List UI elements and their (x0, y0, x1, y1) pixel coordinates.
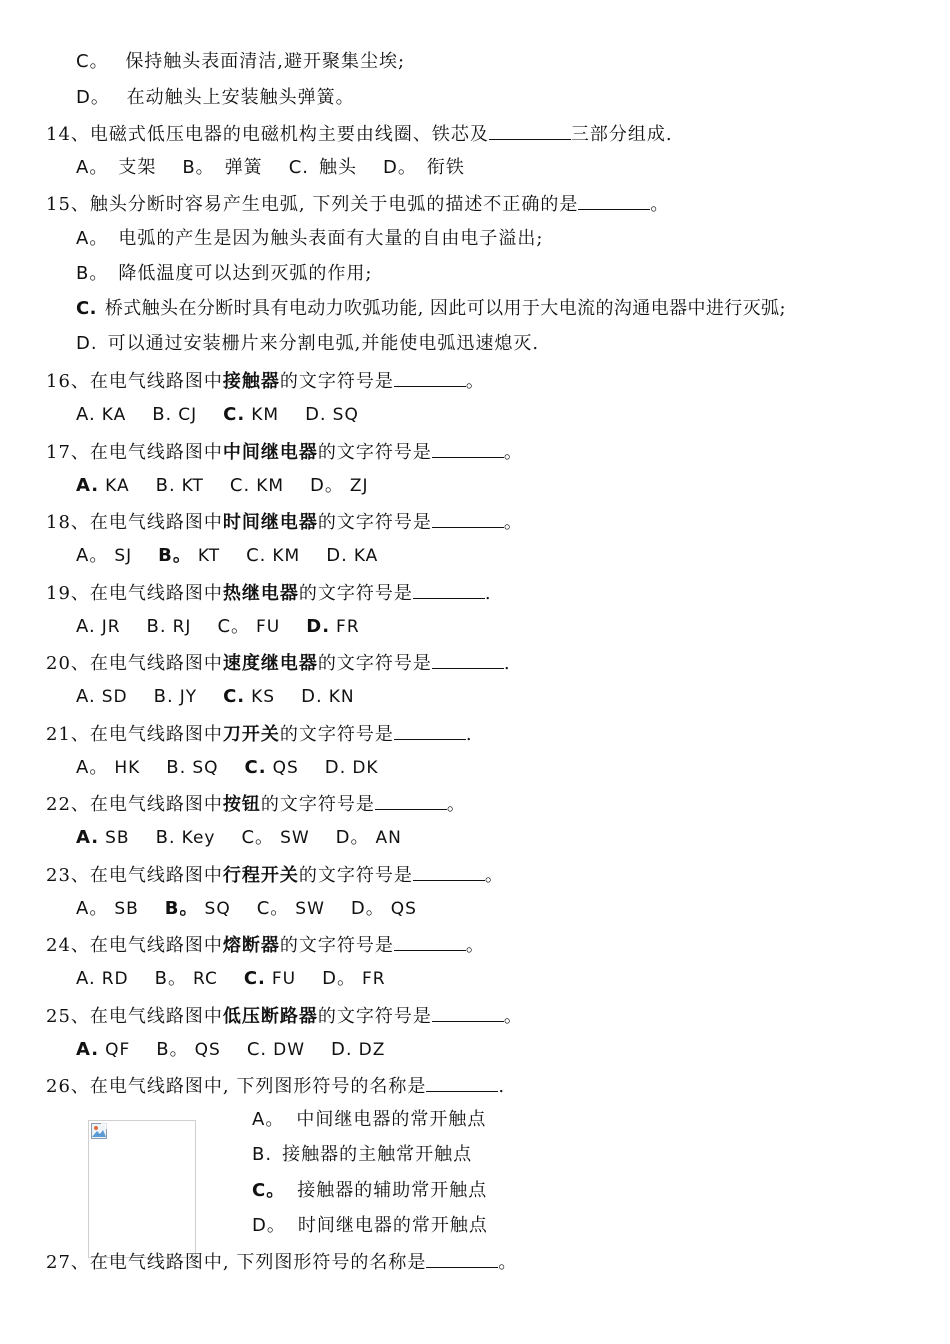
answer-blank (426, 1245, 498, 1268)
option-key: B. (155, 474, 176, 496)
option-key: D. (326, 545, 348, 566)
option-value: FU (256, 616, 281, 637)
option-value: FU (271, 969, 297, 989)
option-value: ZJ (349, 475, 369, 496)
option-key: C. (246, 545, 267, 566)
question-text: 16、在电气线路图中 (46, 371, 223, 392)
option-value: SB (114, 898, 139, 919)
question-15-option-b: B。 降低温度可以达到灭弧的作用; (76, 263, 373, 284)
keyword: 中间继电器 (222, 441, 318, 463)
question-26-option-a: A。 中间继电器的常开触点 (252, 1109, 487, 1130)
option-key: B. (155, 827, 176, 848)
question-text: 的文字符号是 (279, 723, 394, 745)
broken-image-icon (91, 1123, 107, 1139)
keyword: 熔断器 (222, 935, 280, 956)
answer-blank (432, 505, 504, 528)
question-text: 21、在电气线路图中 (46, 723, 223, 745)
question-text: 25、在电气线路图中 (46, 1005, 223, 1027)
option-value: RD (101, 969, 129, 989)
option-key: D. (324, 756, 347, 778)
question-end: . (484, 582, 492, 604)
answer-blank (394, 364, 466, 387)
question-end: . (503, 653, 511, 674)
question-25 (46, 999, 523, 1031)
option-key: D. (305, 404, 327, 425)
option-c (257, 893, 325, 925)
option-b (182, 152, 262, 184)
option-c (241, 822, 309, 854)
option-d (326, 540, 378, 572)
option-d (306, 611, 359, 643)
question-text: 的文字符号是 (317, 1005, 432, 1027)
option-value: SB (105, 828, 130, 848)
question-end: 。 (446, 794, 466, 815)
question-25-options (76, 1034, 411, 1066)
question-text: 18、在电气线路图中 (46, 512, 223, 533)
option-value: SW (280, 828, 310, 848)
option-key: A。 (76, 897, 109, 919)
option-c (289, 152, 357, 184)
keyword: 接触器 (222, 371, 280, 392)
option-key: D。 (310, 474, 344, 496)
option-key: C. (244, 756, 267, 778)
answer-blank (578, 187, 650, 210)
option-value: SQ (332, 405, 359, 425)
keyword: 时间继电器 (222, 512, 318, 533)
option-a (76, 893, 139, 925)
option-value: RC (192, 969, 218, 989)
option-key: A。 (76, 756, 109, 778)
option-key: C. (288, 157, 309, 178)
option-key: B. (166, 756, 187, 778)
option-value: JR (101, 616, 121, 637)
option-b (154, 681, 197, 713)
option-key: B。 (182, 157, 215, 178)
option-value: QS (194, 1039, 221, 1060)
option-d (331, 1034, 385, 1066)
question-20-options (76, 681, 381, 713)
option-value: 支架 (118, 157, 157, 178)
option-value: FR (336, 616, 360, 637)
option-value: KM (272, 546, 301, 566)
option-a (76, 470, 130, 502)
question-end: 。 (484, 864, 504, 886)
question-14-options (76, 152, 491, 184)
option-value: KM (256, 475, 285, 496)
option-key: A。 (76, 157, 109, 178)
option-b (166, 752, 218, 784)
question-end: 。 (503, 512, 523, 533)
option-value: DK (352, 757, 379, 778)
option-value: SD (101, 687, 128, 707)
question-text: 的文字符号是 (298, 582, 413, 604)
keyword: 低压断路器 (222, 1005, 318, 1027)
question-23-options (76, 893, 443, 925)
question-text: 22、在电气线路图中 (46, 794, 223, 815)
option-a (76, 752, 140, 784)
option-value: JY (179, 687, 198, 707)
question-text: 23、在电气线路图中 (46, 864, 223, 886)
option-value: AN (375, 828, 402, 848)
option-key: D。 (382, 157, 417, 178)
option-value: KT (197, 546, 221, 566)
option-key: C。 (217, 615, 251, 637)
option-d (322, 963, 385, 995)
question-18-options (76, 540, 404, 572)
option-key: A. (76, 827, 100, 848)
answer-blank (413, 858, 485, 881)
option-key: C. (223, 686, 246, 707)
answer-blank (394, 717, 466, 740)
option-key: A. (76, 686, 96, 707)
option-value: KA (105, 475, 130, 496)
option-key: A. (76, 404, 96, 425)
option-c (247, 1034, 305, 1066)
question-24 (46, 928, 485, 960)
question-21-options (76, 752, 405, 784)
question-text: 19、在电气线路图中 (46, 582, 223, 604)
option-key: C。 (241, 827, 275, 848)
question-21 (46, 717, 473, 749)
option-key: B。 (156, 1038, 189, 1060)
keyword: 行程开关 (222, 864, 299, 886)
option-value: SW (295, 898, 325, 919)
option-value: HK (114, 757, 141, 778)
keyword: 速度继电器 (222, 653, 318, 674)
option-a (76, 822, 130, 854)
question-14: 14、电磁式低压电器的电磁机构主要由线圈、铁芯及 三部分组成. (46, 117, 673, 149)
option-c: C。 保持触头表面清洁,避开聚集尘埃; (76, 51, 406, 72)
option-value: SQ (204, 898, 231, 919)
option-b (155, 963, 218, 995)
option-key: C. (246, 1038, 268, 1060)
question-22 (46, 787, 466, 819)
question-22-options (76, 822, 428, 854)
question-end: 。 (465, 371, 485, 392)
option-value: KA (101, 405, 127, 425)
option-value: 弹簧 (224, 157, 263, 178)
option-b (156, 470, 204, 502)
question-16 (46, 364, 485, 396)
question-end: 。 (465, 935, 485, 956)
option-key: B。 (158, 545, 192, 566)
option-b (152, 399, 197, 431)
option-c (246, 540, 300, 572)
option-key: C. (229, 474, 251, 496)
option-d (336, 822, 402, 854)
option-d (383, 152, 465, 184)
option-b (156, 1034, 221, 1066)
keyword: 按钮 (222, 794, 261, 815)
answer-blank (432, 646, 504, 669)
option-value: QS (272, 757, 299, 778)
question-26: 26、在电气线路图中, 下列图形符号的名称是 . (46, 1069, 505, 1101)
answer-blank (432, 999, 504, 1022)
question-text: 的文字符号是 (279, 371, 394, 392)
option-key: D. (306, 615, 331, 637)
option-c (223, 681, 275, 713)
question-end: . (465, 723, 473, 745)
question-26-option-c: C。 接触器的辅助常开触点 (252, 1180, 488, 1201)
question-text: 的文字符号是 (298, 864, 413, 886)
option-key: D。 (322, 968, 356, 989)
option-d (310, 470, 369, 502)
question-16-options (76, 399, 385, 431)
option-d (305, 399, 359, 431)
answer-blank (394, 928, 466, 951)
option-value: FR (362, 969, 386, 989)
option-key: D. (331, 1038, 353, 1060)
answer-blank (432, 435, 504, 458)
option-key: B. (153, 686, 174, 707)
answer-blank (375, 787, 447, 810)
question-19 (46, 576, 492, 608)
question-17 (46, 435, 523, 467)
option-key: D。 (335, 827, 370, 848)
option-b (156, 822, 216, 854)
option-value: DW (273, 1039, 306, 1060)
option-value: QF (105, 1039, 131, 1060)
question-19-options (76, 611, 386, 643)
option-value: 衔铁 (426, 157, 465, 178)
question-18 (46, 505, 523, 537)
option-value: 触头 (318, 157, 357, 178)
option-c (223, 399, 279, 431)
option-a (76, 399, 126, 431)
option-key: A. (76, 615, 96, 637)
answer-blank (489, 117, 571, 140)
question-15-option-a: A。 电弧的产生是因为触头表面有大量的自由电子溢出; (76, 228, 544, 249)
option-d (351, 893, 417, 925)
option-c (230, 470, 284, 502)
keyword: 刀开关 (222, 723, 280, 745)
option-b (165, 893, 231, 925)
option-a (76, 152, 156, 184)
answer-blank (426, 1069, 498, 1092)
option-key: D。 (350, 897, 385, 919)
question-15: 15、触头分断时容易产生电弧, 下列关于电弧的描述不正确的是 。 (46, 187, 669, 219)
option-key: C. (223, 404, 246, 425)
option-a (76, 611, 121, 643)
option-key: A. (76, 968, 96, 989)
question-text: 的文字符号是 (317, 441, 432, 463)
option-value: CJ (178, 405, 198, 425)
option-value: RJ (172, 616, 192, 637)
option-key: A. (76, 1038, 100, 1060)
option-c (244, 963, 296, 995)
option-value: KT (181, 475, 204, 496)
option-a (76, 1034, 130, 1066)
option-key: C. (243, 968, 266, 989)
option-a (76, 963, 129, 995)
option-key: A. (76, 474, 100, 496)
option-key: D. (301, 686, 323, 707)
option-key: A。 (76, 545, 109, 566)
answer-blank (413, 576, 485, 599)
option-key: C。 (256, 897, 290, 919)
option-value: KS (251, 687, 276, 707)
option-c (245, 752, 299, 784)
option-d (301, 681, 354, 713)
option-a (76, 540, 132, 572)
question-23 (46, 858, 504, 890)
option-value: QS (390, 898, 417, 919)
question-20 (46, 646, 511, 678)
option-value: KA (353, 546, 379, 566)
option-value: SJ (114, 546, 133, 566)
option-value: SQ (192, 757, 219, 778)
option-key: B. (146, 615, 167, 637)
question-text: 的文字符号是 (317, 512, 432, 533)
option-value: KN (328, 687, 355, 707)
question-end: 。 (503, 441, 523, 463)
question-27: 27、在电气线路图中, 下列图形符号的名称是 。 (46, 1245, 517, 1277)
question-26-option-b: B. 接触器的主触常开触点 (252, 1144, 473, 1165)
question-15-option-d: D. 可以通过安装栅片来分割电弧,并能使电弧迅速熄灭. (76, 333, 540, 354)
option-a (76, 681, 128, 713)
keyword: 热继电器 (222, 582, 299, 604)
option-c (217, 611, 280, 643)
question-end: 。 (503, 1005, 523, 1027)
question-text: 的文字符号是 (317, 653, 432, 674)
question-24-options (76, 963, 412, 995)
option-d (325, 752, 379, 784)
question-text: 24、在电气线路图中 (46, 935, 223, 956)
option-b (147, 611, 192, 643)
question-17-options (76, 470, 395, 502)
question-text: 17、在电气线路图中 (46, 441, 223, 463)
symbol-image-placeholder (88, 1120, 196, 1258)
question-15-option-c: C. 桥式触头在分断时具有电动力吹弧功能, 因此可以用于大电流的沟通电器中进行灭弧; (76, 298, 786, 319)
option-d: D。 在动触头上安装触头弹簧。 (76, 87, 355, 108)
question-text: 20、在电气线路图中 (46, 653, 223, 674)
option-value: DZ (358, 1039, 386, 1060)
option-key: B. (152, 404, 173, 425)
question-26-option-d: D。 时间继电器的常开触点 (252, 1215, 488, 1236)
question-text: 的文字符号是 (260, 794, 375, 815)
option-b (158, 540, 220, 572)
question-text: 的文字符号是 (279, 935, 394, 956)
option-value: KM (251, 405, 280, 425)
option-key: B。 (164, 897, 199, 919)
option-value: Key (181, 828, 216, 848)
option-key: B。 (154, 968, 187, 989)
